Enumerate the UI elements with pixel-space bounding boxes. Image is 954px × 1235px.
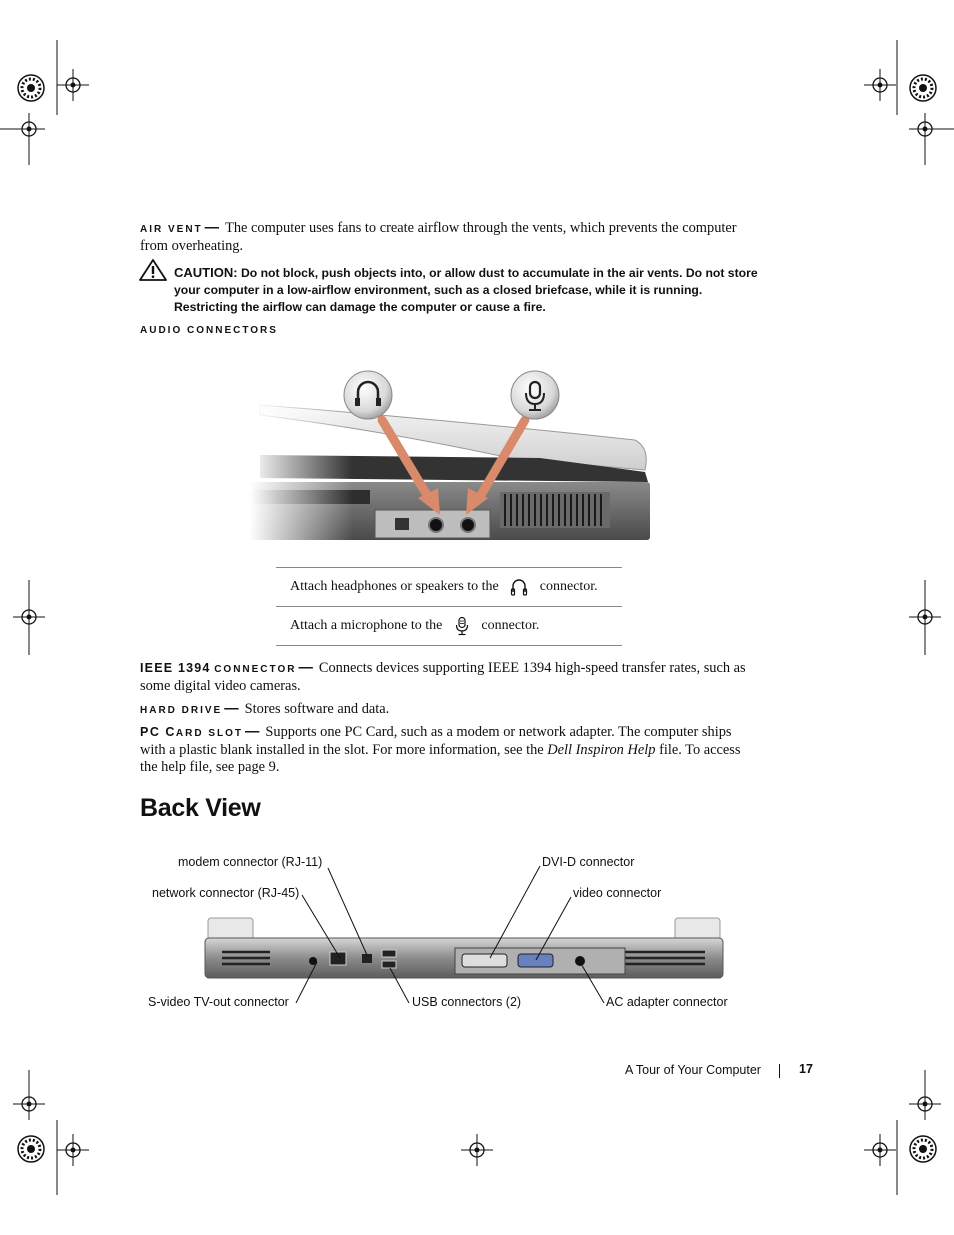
audio-connectors-term: AUDIO CONNECTORS — [140, 325, 278, 336]
hard-drive-text: Stores software and data. — [244, 701, 390, 717]
modem-connector-label: modem connector (RJ-11) — [178, 855, 323, 869]
network-connector-label: network connector (RJ-45) — [152, 886, 300, 900]
back-view-heading: Back View — [140, 794, 261, 822]
page-number: 17 — [799, 1062, 813, 1076]
video-connector-label: video connector — [573, 886, 662, 900]
ieee-1394-text: Connects devices supporting IEEE 1394 high-speed transfer rates, such as some digital video cameras. — [140, 660, 746, 694]
ieee-1394-term: IEEE 1394 — [140, 661, 211, 675]
footer-section-title: A Tour of Your Computer — [625, 1063, 761, 1077]
footer-divider — [779, 1064, 780, 1078]
help-title: Dell Inspiron Help — [547, 742, 656, 758]
s-video-connector-label: S-video TV-out connector — [148, 995, 289, 1009]
pc-card-term: PC C — [140, 725, 176, 739]
ieee-1394-paragraph: IEEE 1394 CONNECTOR — Connects devices supporting IEEE 1394 high-speed transfer rates, such as some digital video cameras. — [140, 660, 746, 694]
caution-text: Do not block, push objects into, or allow dust to accumulate in the air vents. Do not store your computer in a low-airflow environment, such as a closed briefcase, while it is running. Restricting the airflow can damage the computer or cause a fire. — [174, 266, 758, 314]
caution-label: CAUTION: — [174, 265, 238, 280]
dvi-d-connector-label: DVI-D connector — [542, 855, 635, 869]
hard-drive-term: HARD DRIVE — [140, 705, 223, 716]
microphone-row-cell: Attach a microphone to the connector. — [276, 607, 622, 646]
headphone-row-cell: Attach headphones or speakers to the connector. — [276, 568, 622, 607]
air-vent-paragraph: AIR VENT — The computer uses fans to create airflow through the vents, which prevents the computer from overheating. — [140, 220, 737, 254]
hard-drive-paragraph: HARD DRIVE — Stores software and data. — [140, 701, 390, 717]
usb-connectors-label: USB connectors (2) — [412, 995, 522, 1009]
ac-adapter-connector-label: AC adapter connector — [606, 995, 728, 1009]
air-vent-text: The computer uses fans to create airflow through the vents, which prevents the computer from overheating. — [140, 220, 737, 254]
air-vent-term: AIR VENT — [140, 224, 203, 235]
pc-card-paragraph: PC CARD SLOT — Supports one PC Card, such as a modem or network adapter. The computer ships with a plastic blank installed in the slot. For more information, see the Dell Inspiron Help file. To access the help file, see page 9. — [140, 724, 741, 775]
